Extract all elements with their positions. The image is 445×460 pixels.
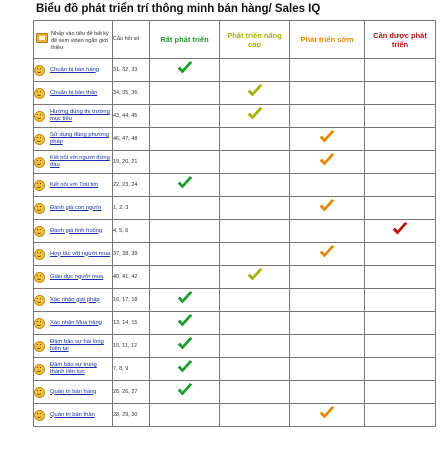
smiley-icon xyxy=(34,410,45,421)
question-numbers: 40, 41, 42 xyxy=(113,266,150,289)
level-cell-needs-development xyxy=(365,105,436,128)
topic-cell xyxy=(34,197,113,220)
table-row xyxy=(34,82,436,105)
level-cell-very-developed xyxy=(150,59,220,82)
level-cell-early xyxy=(290,404,365,427)
checkmark-icon xyxy=(319,199,335,213)
header-needs-development: Cần được phát triển xyxy=(365,21,436,59)
checkmark-icon xyxy=(177,176,193,190)
question-numbers: 25, 26, 27 xyxy=(113,381,150,404)
smiley-icon xyxy=(34,88,45,99)
level-cell-early xyxy=(290,151,365,174)
level-cell-advanced xyxy=(220,197,290,220)
table-row xyxy=(34,358,436,381)
topic-cell xyxy=(34,82,113,105)
level-cell-advanced xyxy=(220,82,290,105)
table-row xyxy=(34,381,436,404)
topic-cell xyxy=(34,404,113,427)
level-cell-very-developed xyxy=(150,82,220,105)
level-cell-needs-development xyxy=(365,128,436,151)
question-numbers: 37, 38, 39 xyxy=(113,243,150,266)
level-cell-advanced xyxy=(220,266,290,289)
smiley-icon xyxy=(34,341,45,352)
level-cell-very-developed xyxy=(150,197,220,220)
question-numbers: 10, 11, 12 xyxy=(113,335,150,358)
level-cell-very-developed xyxy=(150,381,220,404)
level-cell-needs-development xyxy=(365,358,436,381)
topic-link[interactable]: Kết nối với người đứng đầu xyxy=(50,155,110,168)
level-cell-needs-development xyxy=(365,289,436,312)
level-cell-advanced xyxy=(220,220,290,243)
topic-cell xyxy=(34,220,113,243)
header-advanced: Phát triển nâng cao xyxy=(220,21,290,59)
checkmark-icon xyxy=(319,406,335,420)
topic-cell xyxy=(34,312,113,335)
level-cell-very-developed xyxy=(150,243,220,266)
level-cell-very-developed xyxy=(150,128,220,151)
checkmark-icon xyxy=(177,337,193,351)
level-cell-advanced xyxy=(220,404,290,427)
level-cell-very-developed xyxy=(150,105,220,128)
topic-link[interactable]: Chuẩn bị bản thân xyxy=(50,89,98,96)
table-row xyxy=(34,105,436,128)
smiley-icon xyxy=(34,65,45,76)
table-row xyxy=(34,312,436,335)
smiley-icon xyxy=(34,226,45,237)
page-title: Biểu đồ phát triển trí thông minh bán hàng/ Sales IQ xyxy=(36,3,321,15)
topic-cell xyxy=(34,289,113,312)
question-numbers: 16, 17, 18 xyxy=(113,289,150,312)
level-cell-needs-development xyxy=(365,312,436,335)
checkmark-icon xyxy=(319,130,335,144)
topic-cell xyxy=(34,151,113,174)
topic-link[interactable]: Chuẩn bị bán hàng xyxy=(50,66,99,73)
smiley-icon xyxy=(34,134,45,145)
level-cell-needs-development xyxy=(365,335,436,358)
topic-link[interactable]: Quản trị bán hàng xyxy=(50,388,97,395)
level-cell-very-developed xyxy=(150,174,220,197)
smiley-icon xyxy=(34,364,45,375)
sales-iq-chart-table xyxy=(33,20,436,427)
level-cell-early xyxy=(290,312,365,335)
table-row xyxy=(34,174,436,197)
question-numbers: 46, 47, 48 xyxy=(113,128,150,151)
level-cell-early xyxy=(290,266,365,289)
smiley-icon xyxy=(34,180,45,191)
level-cell-needs-development xyxy=(365,404,436,427)
checkmark-icon xyxy=(177,360,193,374)
level-cell-early xyxy=(290,220,365,243)
level-cell-advanced xyxy=(220,128,290,151)
level-cell-early xyxy=(290,358,365,381)
topic-link[interactable]: Đánh giá con người xyxy=(50,204,102,211)
topic-cell xyxy=(34,335,113,358)
level-cell-needs-development xyxy=(365,220,436,243)
level-cell-very-developed xyxy=(150,335,220,358)
checkmark-icon xyxy=(177,314,193,328)
table-row xyxy=(34,289,436,312)
checkmark-icon xyxy=(247,268,263,282)
topic-link[interactable]: Kết nối với Trái tim xyxy=(50,181,99,188)
level-cell-advanced xyxy=(220,358,290,381)
level-cell-very-developed xyxy=(150,358,220,381)
question-numbers: 28, 29, 30 xyxy=(113,404,150,427)
question-numbers: 34, 35, 36 xyxy=(113,82,150,105)
header-number: Câu hỏi số xyxy=(113,21,150,59)
level-cell-very-developed xyxy=(150,220,220,243)
smiley-icon xyxy=(34,295,45,306)
table-row xyxy=(34,59,436,82)
checkmark-icon xyxy=(177,61,193,75)
topic-cell xyxy=(34,105,113,128)
smiley-icon xyxy=(34,318,45,329)
topic-cell xyxy=(34,174,113,197)
checkmark-icon xyxy=(247,84,263,98)
level-cell-early xyxy=(290,82,365,105)
question-numbers: 13, 14, 15 xyxy=(113,312,150,335)
level-cell-early xyxy=(290,381,365,404)
table-body xyxy=(34,59,436,427)
level-cell-needs-development xyxy=(365,243,436,266)
table-row xyxy=(34,151,436,174)
table-row xyxy=(34,243,436,266)
question-numbers: 22, 23, 24 xyxy=(113,174,150,197)
checkmark-icon xyxy=(247,107,263,121)
question-numbers: 1, 2, 3 xyxy=(113,197,150,220)
level-cell-advanced xyxy=(220,105,290,128)
topic-cell xyxy=(34,59,113,82)
level-cell-advanced xyxy=(220,59,290,82)
table-row xyxy=(34,197,436,220)
level-cell-advanced xyxy=(220,381,290,404)
question-hint: Nhấp vào tiêu đề bất kỳ để xem video ngắn giới thiệu xyxy=(51,30,109,51)
topic-cell xyxy=(34,266,113,289)
topic-cell xyxy=(34,381,113,404)
topic-link[interactable]: Hướng đúng thị trường mục tiêu xyxy=(50,109,110,122)
smiley-icon xyxy=(34,272,45,283)
topic-link[interactable]: Xác nhận giải pháp xyxy=(50,296,100,303)
level-cell-needs-development xyxy=(365,82,436,105)
level-cell-very-developed xyxy=(150,266,220,289)
topic-link[interactable]: Đảm bảo sự trung thành liên tục xyxy=(50,362,97,375)
question-numbers: 31, 32, 33 xyxy=(113,59,150,82)
topic-link[interactable]: Quản trị bản thân xyxy=(50,411,95,418)
level-cell-early xyxy=(290,197,365,220)
table-row xyxy=(34,335,436,358)
smiley-icon xyxy=(34,249,45,260)
topic-link[interactable]: Sử dụng đúng phương pháp xyxy=(50,132,109,145)
topic-cell xyxy=(34,243,113,266)
level-cell-early xyxy=(290,289,365,312)
topic-link[interactable]: Giáo dục người mua xyxy=(50,273,104,280)
table-row xyxy=(34,220,436,243)
level-cell-early xyxy=(290,335,365,358)
header-question-cell xyxy=(34,21,113,59)
level-cell-advanced xyxy=(220,151,290,174)
header-row xyxy=(34,21,436,59)
level-cell-early xyxy=(290,105,365,128)
checkmark-icon xyxy=(177,383,193,397)
checkmark-icon xyxy=(319,245,335,259)
table-row xyxy=(34,266,436,289)
table-row xyxy=(34,404,436,427)
checkmark-icon xyxy=(177,291,193,305)
question-numbers: 7, 8, 9 xyxy=(113,358,150,381)
topic-cell xyxy=(34,358,113,381)
level-cell-very-developed xyxy=(150,312,220,335)
level-cell-early xyxy=(290,243,365,266)
topic-link[interactable]: Đảm bảo sự hài lòng hiện tại xyxy=(50,339,104,352)
checkmark-icon xyxy=(319,153,335,167)
level-cell-needs-development xyxy=(365,266,436,289)
level-cell-needs-development xyxy=(365,197,436,220)
question-numbers: 4, 5, 6 xyxy=(113,220,150,243)
question-numbers: 19, 20, 21 xyxy=(113,151,150,174)
level-cell-very-developed xyxy=(150,404,220,427)
level-cell-needs-development xyxy=(365,59,436,82)
question-numbers: 43, 44, 45 xyxy=(113,105,150,128)
level-cell-early xyxy=(290,59,365,82)
checkmark-icon xyxy=(392,222,408,236)
video-icon xyxy=(36,33,48,43)
table-row xyxy=(34,128,436,151)
smiley-icon xyxy=(34,157,45,168)
smiley-icon xyxy=(34,203,45,214)
level-cell-advanced xyxy=(220,312,290,335)
topic-link[interactable]: Hợp tác với người mua xyxy=(50,250,111,257)
level-cell-advanced xyxy=(220,243,290,266)
topic-link[interactable]: Xác nhận Mua hàng xyxy=(50,319,102,326)
topic-link[interactable]: Đánh giá tình huống xyxy=(50,227,103,234)
level-cell-very-developed xyxy=(150,289,220,312)
level-cell-early xyxy=(290,174,365,197)
level-cell-needs-development xyxy=(365,174,436,197)
level-cell-very-developed xyxy=(150,151,220,174)
header-very-developed: Rất phát triển xyxy=(150,21,220,59)
level-cell-early xyxy=(290,128,365,151)
level-cell-advanced xyxy=(220,335,290,358)
level-cell-advanced xyxy=(220,289,290,312)
header-early: Phát triển sớm xyxy=(290,21,365,59)
smiley-icon xyxy=(34,111,45,122)
level-cell-advanced xyxy=(220,174,290,197)
level-cell-needs-development xyxy=(365,151,436,174)
topic-cell xyxy=(34,128,113,151)
smiley-icon xyxy=(34,387,45,398)
level-cell-needs-development xyxy=(365,381,436,404)
